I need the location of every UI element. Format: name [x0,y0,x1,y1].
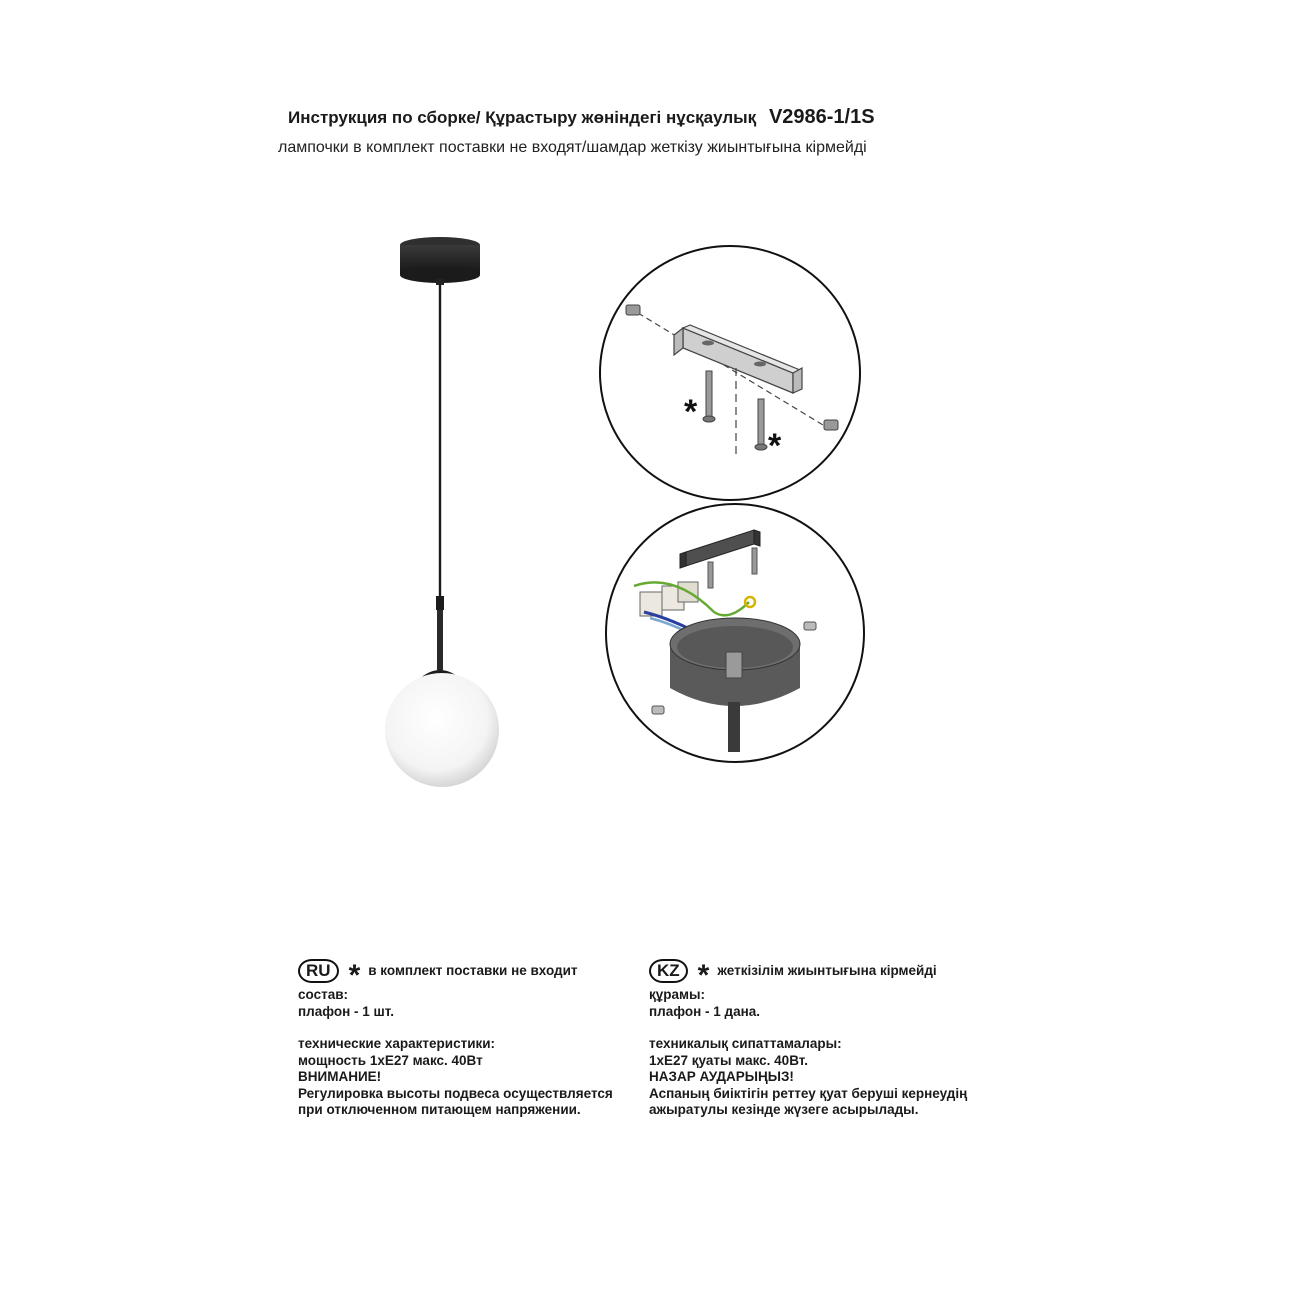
ru-specifications [298,957,643,1119]
ru-warning-label: ВНИМАНИЕ! [298,1069,382,1084]
kz-power-value: 1хE27 қуаты макс. 40Вт. [649,1052,808,1068]
asterisk-icon: * [348,959,361,992]
kz-specifications [649,957,999,1119]
title-text: Инструкция по сборке/ Құрастыру жөніндегі нұсқаулық [288,108,757,127]
suspension-tube [728,702,740,752]
side-screw-right [824,420,838,430]
kz-warning-text-2: ажыратулы кезінде жүзеге асырылады. [649,1102,919,1117]
lamp-holder [418,596,462,680]
bulbs-note: лампочки в комплект поставки не входят/шамдар жеткізу жиынтығына кірмейді [278,139,867,156]
pendant-lamp-image [370,230,520,800]
kz-header [649,957,999,992]
kz-not-included-note: жеткізілім жиынтығына кірмейді [717,962,937,978]
wiring-diagram [604,502,866,764]
kz-warning-text-1: Аспаның биіктігін реттеу қуат беруші кернеудің [649,1085,968,1101]
model-number: V2986-1/1S [768,106,875,128]
ru-power-value: мощность 1хE27 макс. 40Вт [298,1052,483,1068]
ru-tech-label: технические характеристики: [298,1036,496,1051]
kz-tech-label: техникалық сипаттамалары: [649,1036,842,1051]
ru-language-badge: RU [298,959,339,983]
ru-warning-text-2: при отключенном питающем напряжении. [298,1102,581,1117]
kz-warning-label: НАЗАР АУДАРЫҢЫЗ! [649,1069,794,1084]
ceiling-canopy [400,237,480,285]
kz-language-badge: KZ [649,959,688,983]
glass-globe [385,673,499,787]
canopy-base [670,618,800,706]
ru-not-included-note: в комплект поставки не входит [368,962,578,978]
ru-contents-label: состав: [298,987,348,1002]
not-included-marker-left: * [684,393,698,431]
document-title [288,106,1008,129]
ru-contents-value: плафон - 1 шт. [298,1003,394,1019]
bracket-mounting-diagram [598,243,863,503]
side-screw-left [626,305,640,315]
not-included-marker-right: * [768,427,782,465]
ru-warning-text-1: Регулировка высоты подвеса осуществляется [298,1085,613,1101]
asterisk-icon: * [697,959,710,992]
kz-contents-value: плафон - 1 дана. [649,1003,761,1019]
ru-header [298,957,643,992]
kz-contents-label: құрамы: [649,987,706,1002]
